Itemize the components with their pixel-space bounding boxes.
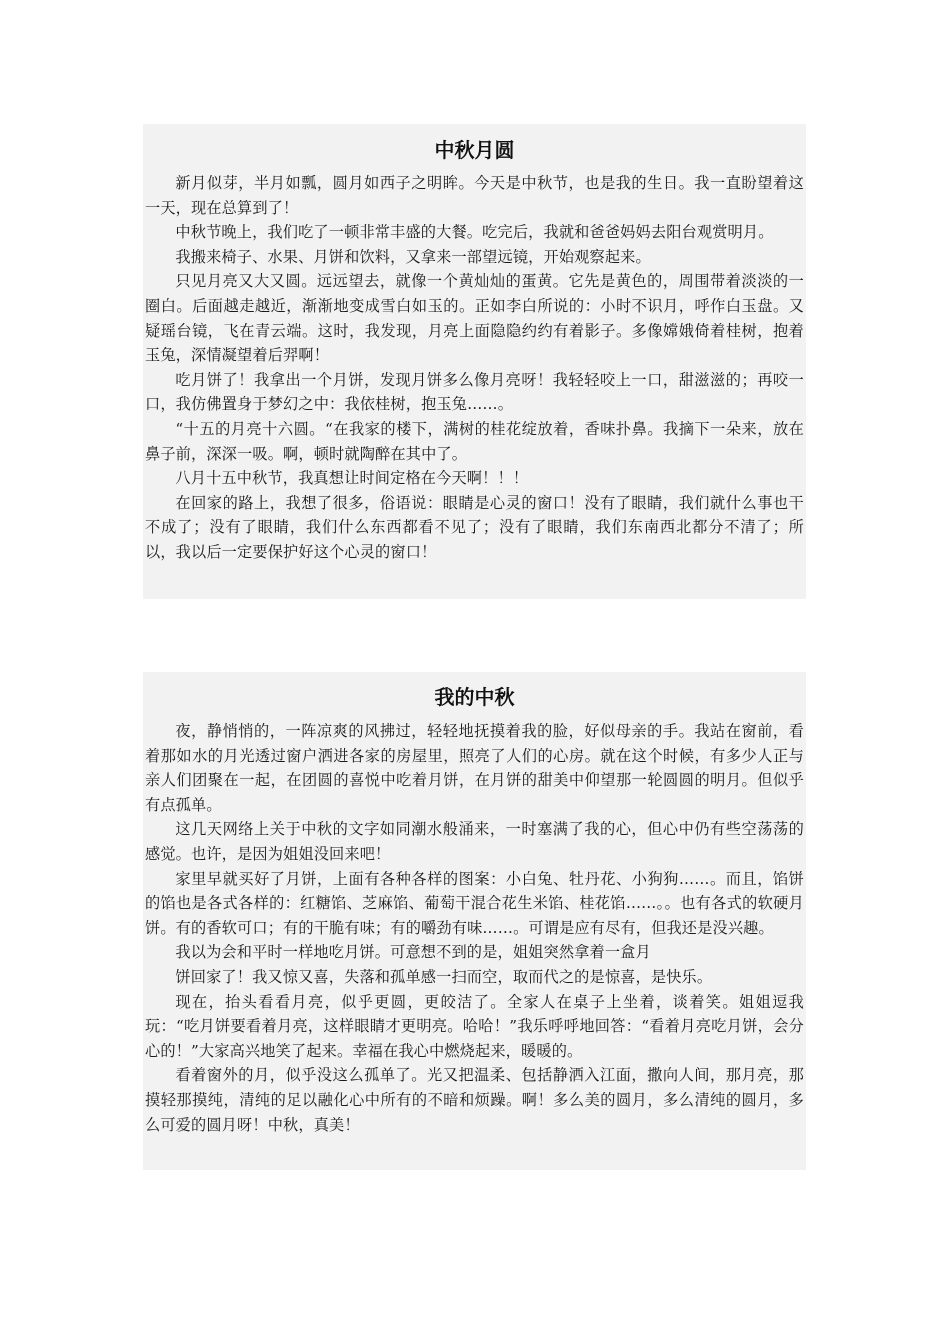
paragraph: 我以为会和平时一样地吃月饼。可意想不到的是，姐姐突然拿着一盒月 [175, 943, 651, 962]
paragraph: 现在，抬头看看月亮，似乎更圆，更皎洁了。全家人在桌子上坐着，谈着笑。姐姐逗我玩：“吃月饼要看着月亮，这样眼睛才更明亮。哈哈！”我乐呼呼地回答：“看着月亮吃月饼，会分心的！”大家高兴地笑了起来。幸福在我心中燃烧起来，暖暖的。 [145, 992, 804, 1060]
paragraph: 看着窗外的月，似乎没这么孤单了。光又把温柔、包括静洒入江面，撒向人间，那月亮，那摸轻那摸纯，清纯的足以融化心中所有的不暗和烦躁。啊！多么美的圆月，多么清纯的圆月，多么可爱的圆月呀！中秋，真美！ [145, 1066, 804, 1134]
paragraph: 中秋节晚上，我们吃了一顿非常丰盛的大餐。吃完后，我就和爸爸妈妈去阳台观赏明月。 [175, 223, 774, 242]
paragraph: 我搬来椅子、水果、月饼和饮料，又拿来一部望远镜，开始观察起来。 [175, 247, 651, 266]
essay-title: 中秋月圆 [434, 138, 515, 162]
paragraph: 吃月饼了！我拿出一个月饼，发现月饼多么像月亮呀！我轻轻咬上一口，甜滋滋的；再咬一口，我仿佛置身于梦幻之中：我依桂树，抱玉兔……。 [145, 370, 804, 414]
essay-mid-autumn-full-moon [143, 124, 806, 599]
paragraph: “十五的月亮十六圆。“在我家的楼下，满树的桂花绽放着，香味扑鼻。我摘下一朵来，放在鼻子前，深深一吸。啊，顿时就陶醉在其中了。 [145, 419, 804, 463]
essay-my-mid-autumn [143, 672, 806, 1170]
paragraph: 家里早就买好了月饼，上面有各种各样的图案：小白兔、牡丹花、小狗狗……。而且，馅饼的馅也是各式各样的：红糖馅、芝麻馅、葡萄干混合花生米馅、桂花馅……。。也有各式的软硬月饼。有的香软可口；有的干脆有味；有的嚼劲有味……。可谓是应有尽有，但我还是没兴趣。 [145, 869, 804, 937]
paragraph: 八月十五中秋节，我真想让时间定格在今天啊！！！ [175, 469, 529, 488]
paragraph: 只见月亮又大又圆。远远望去，就像一个黄灿灿的蛋黄。它先是黄色的，周围带着淡淡的一圈白。后面越走越近，渐渐地变成雪白如玉的。正如李白所说的：小时不识月，呼作白玉盘。又疑瑶台镜，飞在青云端。这时，我发现，月亮上面隐隐约约有着影子。多像嫦娥倚着桂树，抱着玉兔，深情凝望着后羿啊！ [145, 272, 804, 365]
paragraph: 饼回家了！我又惊又喜，失落和孤单感一扫而空，取而代之的是惊喜，是快乐。 [175, 967, 713, 986]
paragraph: 这几天网络上关于中秋的文字如同潮水般涌来，一时塞满了我的心，但心中仍有些空荡荡的感觉。也许，是因为姐姐没回来吧！ [145, 820, 804, 863]
paragraph: 夜，静悄悄的，一阵凉爽的风拂过，轻轻地抚摸着我的脸，好似母亲的手。我站在窗前，看着那如水的月光透过窗户洒进各家的房屋里，照亮了人们的心房。就在这个时候，有多少人正与亲人们团聚在一起，在团圆的喜悦中吃着月饼，在月饼的甜美中仰望那一轮圆圆的明月。但似乎有点孤单。 [145, 722, 804, 814]
paragraph: 新月似芽，半月如瓢，圆月如西子之明眸。今天是中秋节，也是我的生日。我一直盼望着这一天，现在总算到了！ [145, 174, 804, 217]
paragraph: 在回家的路上，我想了很多，俗语说：眼睛是心灵的窗口！没有了眼睛，我们就什么事也干不成了；没有了眼睛，我们什么东西都看不见了；没有了眼睛，我们东南西北都分不清了；所以，我以后一定要保护好这个心灵的窗口！ [145, 493, 804, 561]
essay-title: 我的中秋 [434, 685, 515, 709]
